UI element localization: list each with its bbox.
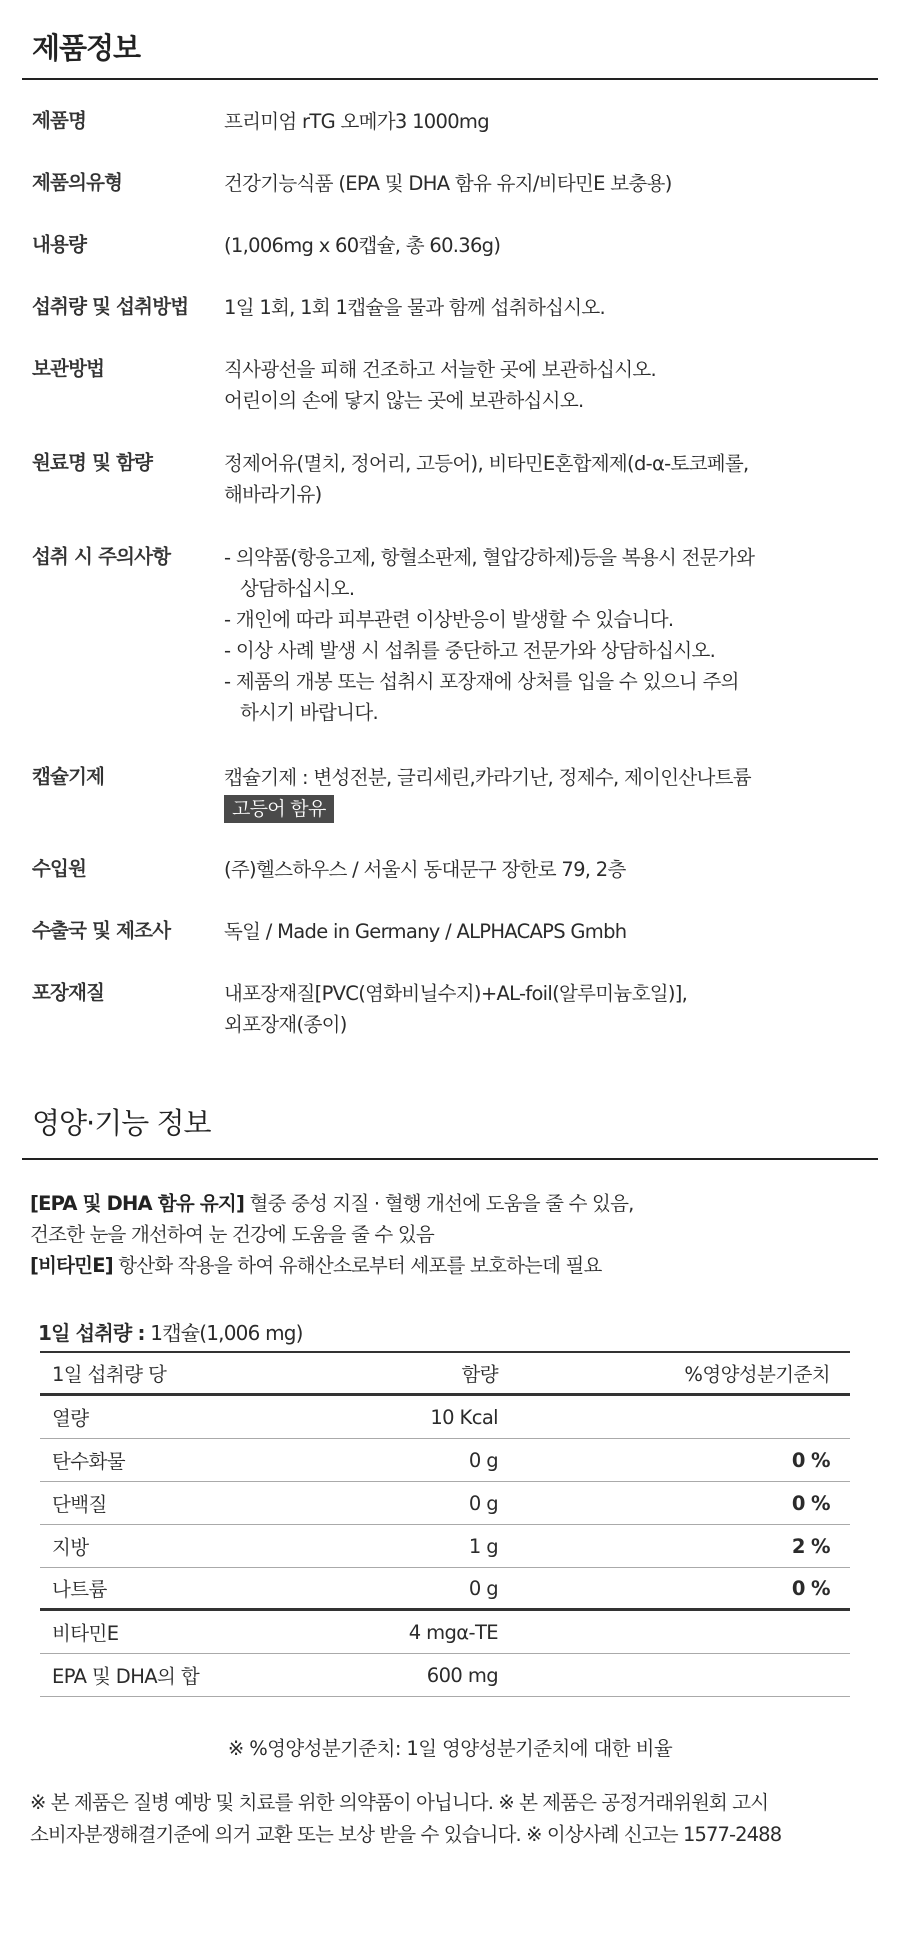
info-row-importer — [22, 854, 878, 916]
nutrient-amount: 0 g — [468, 1576, 498, 1600]
serving-size — [22, 1317, 878, 1351]
info-row-contents — [22, 230, 878, 292]
info-value — [224, 854, 626, 885]
info-value-line: 외포장재(종이) — [224, 1013, 347, 1036]
nutrient-name: 지방 — [52, 1536, 89, 1559]
nutrient-amount: 0 g — [468, 1491, 498, 1515]
info-row-product-name — [22, 106, 878, 168]
info-value-line: 1일 1회, 1회 1캡슐을 물과 함께 섭취하십시오. — [224, 296, 606, 319]
info-value-line: 어린이의 손에 닿지 않는 곳에 보관하십시오. — [224, 389, 584, 412]
nutrient-name: EPA 및 DHA의 합 — [52, 1665, 200, 1688]
info-value — [224, 354, 656, 416]
caution-item-text: - 개인에 따라 피부관련 이상반응이 발생할 수 있습니다. — [224, 608, 674, 631]
daily-value-footnote: ※ %영양성분기준치: 1일 영양성분기준치에 대한 비율 — [227, 1737, 673, 1760]
nutrient-amount: 1 g — [468, 1534, 498, 1558]
table-row — [40, 1482, 850, 1525]
info-value — [224, 448, 749, 510]
claim-heading: [EPA 및 DHA 함유 유지] — [30, 1192, 245, 1215]
info-value — [224, 168, 672, 199]
caution-item-continuation: 하시기 바랍니다. — [240, 701, 378, 724]
header-amount: 함량 — [461, 1363, 498, 1386]
info-label: 포장재질 — [32, 981, 105, 1004]
info-value-line: (주)헬스하우스 / 서울시 동대문구 장한로 79, 2층 — [224, 858, 626, 881]
caution-item — [224, 635, 754, 666]
table-row — [40, 1525, 850, 1568]
info-label: 보관방법 — [32, 357, 105, 380]
info-label: 수입원 — [32, 857, 87, 880]
nutrient-name: 열량 — [52, 1407, 89, 1430]
info-label: 내용량 — [32, 233, 87, 256]
info-value-line: 프리미엄 rTG 오메가3 1000mg — [224, 110, 489, 133]
nutrition-table — [40, 1351, 850, 1697]
info-row-manufacturer — [22, 916, 878, 978]
nutrient-dv: 0 % — [791, 1491, 830, 1515]
header-nutrient: 1일 섭취량 당 — [52, 1363, 167, 1386]
info-value — [224, 292, 605, 323]
info-value-line: (1,006mg x 60캡슐, 총 60.36g) — [224, 234, 501, 257]
caution-item-text: - 의약품(항응고제, 항혈소판제, 혈압강하제)등을 복용시 전문가와 — [224, 546, 755, 569]
info-value-line: 독일 / Made in Germany / ALPHACAPS Gmbh — [224, 920, 627, 943]
nutrition-table-header — [40, 1353, 850, 1396]
table-row — [40, 1396, 850, 1439]
claim-line — [30, 1188, 878, 1219]
info-value-line: 캡슐기제 : 변성전분, 글리세린,카라기난, 정제수, 제이인산나트륨 — [224, 766, 751, 789]
info-label: 섭취 시 주의사항 — [32, 545, 171, 568]
claim-line — [30, 1219, 878, 1250]
info-value — [224, 762, 751, 824]
info-row-product-type — [22, 168, 878, 230]
info-row-intake — [22, 292, 878, 354]
nutrient-name: 탄수화물 — [52, 1450, 125, 1473]
claim-text: 항산화 작용을 하여 유해산소로부터 세포를 보호하는데 필요 — [112, 1254, 602, 1277]
info-row-packaging — [22, 978, 878, 1050]
info-value — [224, 916, 626, 947]
caution-item — [224, 666, 754, 728]
nutrient-dv: 2 % — [791, 1534, 830, 1558]
disclaimer — [22, 1787, 878, 1851]
info-value-line: 해바라기유) — [224, 483, 322, 506]
info-row-caution — [22, 542, 878, 762]
info-value-line: 내포장재질[PVC(염화비닐수지)+AL-foil(알루미늄호일)], — [224, 982, 688, 1005]
caution-item — [224, 542, 754, 604]
caution-item-text: - 제품의 개봉 또는 섭취시 포장재에 상처를 입을 수 있으니 주의 — [224, 670, 739, 693]
nutrient-name: 단백질 — [52, 1493, 107, 1516]
caution-item — [224, 604, 754, 635]
table-row — [40, 1568, 850, 1611]
info-value-line: 정제어유(멸치, 정어리, 고등어), 비타민E혼합제제(d-α-토코페롤, — [224, 452, 749, 475]
info-value — [224, 106, 489, 137]
claim-heading: [비타민E] — [30, 1254, 113, 1277]
info-label: 캡슐기제 — [32, 765, 105, 788]
header-daily-value: %영양성분기준치 — [684, 1363, 830, 1386]
nutrient-dv: 0 % — [791, 1448, 830, 1472]
info-value-line: 건강기능식품 (EPA 및 DHA 함유 유지/비타민E 보충용) — [224, 172, 672, 195]
product-info-table — [22, 106, 878, 1050]
claim-text: 혈중 중성 지질 · 혈행 개선에 도움을 줄 수 있음, — [244, 1192, 634, 1215]
product-info-title: 제품정보 — [22, 0, 878, 80]
disclaimer-line: ※ 본 제품은 질병 예방 및 치료를 위한 의약품이 아닙니다. ※ 본 제품은 공정거래위원회 고시 — [30, 1791, 769, 1814]
disclaimer-line: 소비자분쟁해결기준에 의거 교환 또는 보상 받을 수 있습니다. ※ 이상사례 신고는 1577-2488 — [30, 1823, 782, 1846]
allergen-badge: 고등어 함유 — [224, 795, 334, 823]
nutrient-amount: 0 g — [468, 1448, 498, 1472]
info-value — [224, 978, 687, 1040]
claim-line — [30, 1250, 878, 1281]
table-row — [40, 1654, 850, 1697]
serving-label: 1일 섭취량 : — [38, 1321, 145, 1345]
nutrition-title: 영양·기능 정보 — [22, 1086, 878, 1160]
info-label: 섭취량 및 섭취방법 — [32, 295, 189, 318]
info-label: 제품의유형 — [32, 171, 123, 194]
info-value — [224, 230, 500, 261]
info-label: 수출국 및 제조사 — [32, 919, 171, 942]
caution-item-text: - 이상 사례 발생 시 섭취를 중단하고 전문가와 상담하십시오. — [224, 639, 716, 662]
caution-item-continuation: 상담하십시오. — [240, 577, 355, 600]
nutrient-dv: 0 % — [791, 1576, 830, 1600]
info-label: 제품명 — [32, 109, 87, 132]
nutrient-name: 비타민E — [52, 1622, 119, 1645]
nutrient-amount: 600 mg — [426, 1663, 498, 1687]
info-row-storage — [22, 354, 878, 448]
nutrient-amount: 4 mgα-TE — [408, 1620, 498, 1644]
serving-value: 1캡슐(1,006 mg) — [144, 1321, 303, 1345]
info-label: 원료명 및 함량 — [32, 451, 153, 474]
nutrient-name: 나트륨 — [52, 1578, 107, 1601]
caution-list — [224, 542, 754, 728]
claim-text: 건조한 눈을 개선하여 눈 건강에 도움을 줄 수 있음 — [30, 1223, 434, 1246]
table-row — [40, 1439, 850, 1482]
function-claims — [22, 1188, 878, 1281]
info-row-capsule — [22, 762, 878, 854]
nutrient-amount: 10 Kcal — [430, 1405, 498, 1429]
table-row — [40, 1611, 850, 1654]
info-value-line: 직사광선을 피해 건조하고 서늘한 곳에 보관하십시오. — [224, 358, 657, 381]
info-row-ingredients — [22, 448, 878, 542]
